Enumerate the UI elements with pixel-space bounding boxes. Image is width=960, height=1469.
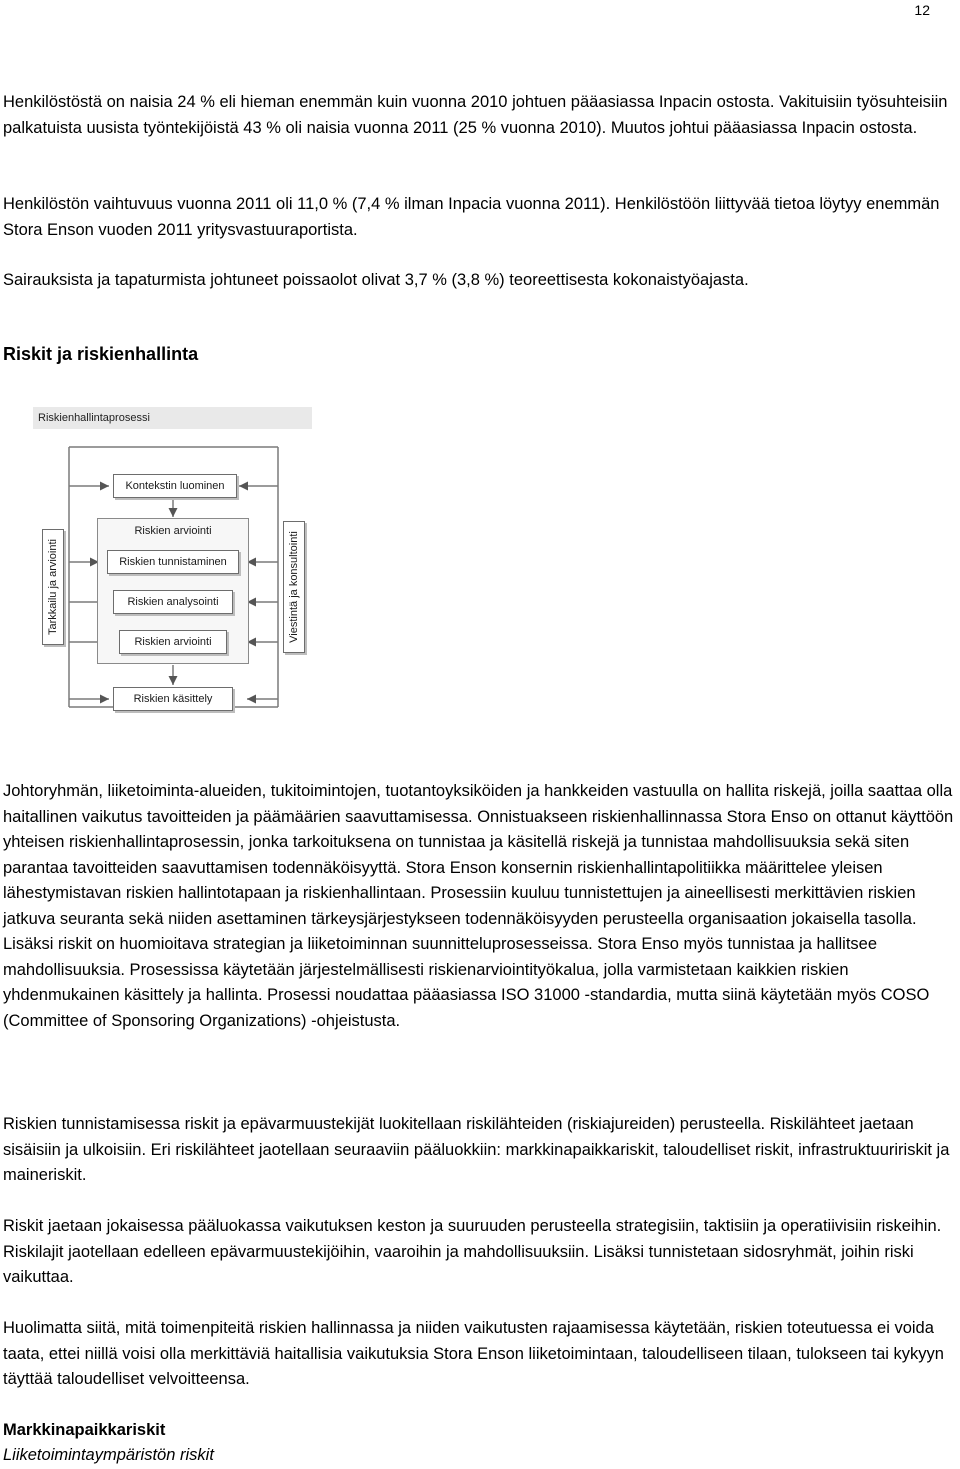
assessment-label: Riskien arviointi [134, 525, 212, 537]
risk-management-process-diagram [33, 407, 315, 725]
evaluation-box: Riskien arviointi [119, 630, 227, 654]
monitoring-label: Tarkkailu ja arviointi [47, 539, 59, 635]
subheading-business-environment-risks: Liiketoimintaympäristön riskit [3, 1446, 214, 1464]
analysis-box: Riskien analysointi [113, 590, 233, 614]
communication-box [283, 521, 305, 653]
paragraph-risk-identification: Riskien tunnistamisessa riskit ja epävarmuustekijät luokitellaan riskilähteiden (riskiajureiden) perusteella. Riskilähteet jaetaan sisäisiin ja ulkoisiin. Eri riskilähteet jaotellaan seuraaviin pääluokkiin: markkinapaikkariskit, taloudelliset riskit, infrastruktuuririskit ja maineriskit. [3, 1115, 950, 1185]
monitoring-box [42, 529, 64, 645]
section-heading: Riskit ja riskienhallinta [3, 344, 199, 364]
context-box: Kontekstin luominen [113, 474, 237, 498]
paragraph-risk-categories: Riskit jaetaan jokaisessa pääluokassa vaikutuksen keston ja suuruuden perusteella strategisiin, taktisiin ja operatiivisiin riskeihin. Riskilajit jaotellaan edelleen epävarmuustekijöihin, vaaroihin ja mahdollisuuksiin. Lisäksi tunnistetaan sidosryhmät, joihin riski vaikuttaa. [3, 1217, 942, 1287]
paragraph-risk-process: Johtoryhmän, liiketoiminta-alueiden, tukitoimintojen, tuotantoyksiköiden ja hankkeiden vastuulla on hallita riskejä, joilla saattaa olla haitallinen vaikutus tavoitteiden ja päämäärien saavuttamisessa. Onnistuakseen riskienhallinnassa Stora Enso on ottanut käyttöön yhteisen riskienhallintaprosessin, jonka tarkoituksena on tunnistaa ja käsitellä riskejä ja tunnistaa mahdollisuuksia sekä siten parantaa tavoitteiden saavuttamisen todennäköisyyttä. Stora Enson konsernin riskienhallintapolitiikka määrittelee yleisen lähestymistavan riskien hallintotapaan ja riskienhallintaan. Prosessiin kuuluu tunnistettujen ja aineellisesti merkittävien riskien jatkuva seuranta sekä niiden asettaminen tärkeysjärjestykseen todennäköisyyden perusteella organisaation jokaisella tasolla. Lisäksi riskit on huomioitava strategian ja liiketoiminnan suunnitteluprosesseissa. Stora Enso myös tunnistaa ja hallitsee mahdollisuuksia. Prosessissa käytetään järjestelmällisesti riskienarviointityökalua, jolla varmistetaan kaikkien riskien yhdenmukainen käsittely ja hallinta. Prosessi noudattaa pääasiassa ISO 31000 -standardia, mutta siinä käytetään myös COSO (Committee of Sponsoring Organizations) -ohjeistusta. [3, 782, 954, 1030]
paragraph-absences: Sairauksista ja tapaturmista johtuneet poissaolot olivat 3,7 % (3,8 %) teoreettisesta kokonaistyöajasta. [3, 271, 749, 289]
page-number: 12 [914, 2, 930, 18]
paragraph-risk-disclaimer: Huolimatta siitä, mitä toimenpiteitä riskien hallinnassa ja niiden vaikutusten rajaamisessa käytetään, riskien toteutuessa ei voida taata, ettei niillä voisi olla merkittäviä haitallisia vaikutuksia Stora Enson liiketoimintaan, taloudelliseen tilaan, tulokseen tai kykyyn täyttää taloudelliset velvoitteensa. [3, 1319, 944, 1389]
communication-label: Viestintä ja konsultointi [288, 531, 300, 643]
treatment-box: Riskien käsittely [113, 687, 233, 711]
identification-box: Riskien tunnistaminen [107, 550, 239, 574]
paragraph-turnover: Henkilöstön vaihtuvuus vuonna 2011 oli 11,0 % (7,4 % ilman Inpacia vuonna 2011). Henkilöstöön liittyvää tietoa löytyy enemmän Stora Enson vuoden 2011 yritysvastuuraportista. [3, 195, 940, 239]
diagram-title: Riskienhallintaprosessi [33, 407, 312, 429]
subheading-market-risks: Markkinapaikkariskit [3, 1421, 166, 1439]
paragraph-workforce-gender: Henkilöstöstä on naisia 24 % eli hieman enemmän kuin vuonna 2010 johtuen pääasiassa Inpacin ostosta. Vakituisiin työsuhteisiin palkatuista uusista työntekijöistä 43 % oli naisia vuonna 2011 (25 % vuonna 2010). Muutos johtui pääasiassa Inpacin ostosta. [3, 93, 948, 137]
